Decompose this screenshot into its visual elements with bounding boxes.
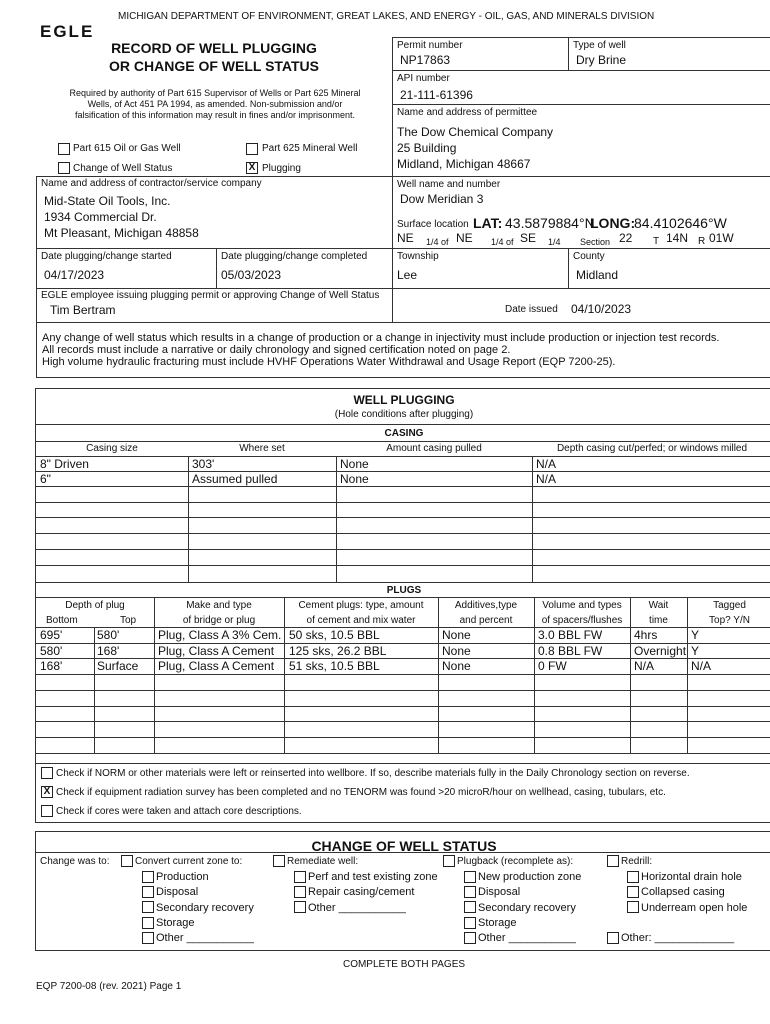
range-r-value: 01W bbox=[709, 231, 734, 245]
api-number-label: API number bbox=[397, 73, 450, 84]
casing-title: CASING bbox=[384, 428, 424, 439]
type-of-well-value: Dry Brine bbox=[576, 53, 627, 67]
redrill-other-checkbox[interactable] bbox=[607, 932, 619, 944]
date-issued-value: 04/10/2023 bbox=[571, 302, 632, 316]
plug-row1-tagged: Y bbox=[691, 628, 700, 642]
norm-label: Check if NORM or other materials were left or reinserted into wellbore. If so, describe materials fully in the Daily Chronology section on reverse. bbox=[56, 768, 690, 779]
quarter1-label: 1/4 of bbox=[426, 237, 449, 247]
plug-header-cement2: of cement and mix water bbox=[306, 615, 416, 626]
plugback-other-checkbox[interactable] bbox=[464, 932, 476, 944]
township-t-value: 14N bbox=[666, 231, 689, 245]
casing-row1-depth: N/A bbox=[536, 457, 557, 471]
contractor-line1: Mid-State Oil Tools, Inc. bbox=[44, 194, 171, 208]
well-name-value: Dow Meridian 3 bbox=[400, 192, 484, 206]
convert-secondary-checkbox[interactable] bbox=[142, 901, 154, 913]
norm-checkbox[interactable] bbox=[41, 767, 53, 779]
surface-location-label: Surface location bbox=[397, 219, 469, 230]
plug-row2-volume: 0.8 BBL FW bbox=[538, 644, 603, 658]
convert-disposal-label: Disposal bbox=[156, 886, 199, 898]
plug-row1-bottom: 695' bbox=[40, 628, 63, 642]
quarter2-label: 1/4 of bbox=[491, 237, 514, 247]
plug-header-additives2: and percent bbox=[459, 615, 513, 626]
redrill-underream-checkbox[interactable] bbox=[627, 901, 639, 913]
plug-row2-top: 168' bbox=[97, 644, 120, 658]
plugback-production-checkbox[interactable] bbox=[464, 871, 476, 883]
quarter3-label: 1/4 bbox=[548, 237, 561, 247]
long-value: 84.4102646°W bbox=[634, 215, 727, 231]
plug-row3-cement: 51 sks, 10.5 BBL bbox=[289, 659, 380, 673]
plug-row2-additives: None bbox=[442, 644, 471, 658]
plug-header-make2: of bridge or plug bbox=[182, 615, 256, 626]
remediate-repair-label: Repair casing/cement bbox=[308, 886, 415, 898]
plug-header-bottom: Bottom bbox=[46, 615, 78, 626]
plug-row1-additives: None bbox=[442, 628, 471, 642]
egle-logo: EGLE bbox=[40, 22, 95, 41]
form-title-line2: OR CHANGE OF WELL STATUS bbox=[109, 58, 319, 74]
complete-both-pages: COMPLETE BOTH PAGES bbox=[342, 959, 466, 970]
plugback-secondary-checkbox[interactable] bbox=[464, 901, 476, 913]
permittee-line3: Midland, Michigan 48667 bbox=[397, 157, 531, 171]
permittee-line2: 25 Building bbox=[397, 141, 457, 155]
county-label: County bbox=[573, 251, 605, 262]
plugback-disposal-checkbox[interactable] bbox=[464, 886, 476, 898]
casing-row1-size: 8" Driven bbox=[40, 457, 89, 471]
convert-storage-label: Storage bbox=[156, 917, 195, 929]
well-plugging-subtitle: (Hole conditions after plugging) bbox=[334, 409, 474, 420]
plug-header-volume2: of spacers/flushes bbox=[541, 615, 623, 626]
redrill-other-label: Other: _____________ bbox=[621, 932, 735, 944]
township-value: Lee bbox=[397, 268, 418, 282]
convert-production-label: Production bbox=[156, 871, 209, 883]
quarter2-value: NE bbox=[456, 231, 473, 245]
plugback-storage-checkbox[interactable] bbox=[464, 917, 476, 929]
plugs-title: PLUGS bbox=[386, 585, 422, 596]
plug-row2-cement: 125 sks, 26.2 BBL bbox=[289, 644, 387, 658]
casing-row1-amount: None bbox=[340, 457, 369, 471]
plug-row3-wait: N/A bbox=[634, 659, 655, 673]
casing-row2-where-set: Assumed pulled bbox=[192, 472, 278, 486]
remediate-other-checkbox[interactable] bbox=[294, 901, 306, 913]
plug-header-volume1: Volume and types bbox=[542, 600, 622, 611]
plug-header-depth: Depth of plug bbox=[65, 600, 125, 611]
plugback-storage-label: Storage bbox=[478, 917, 517, 929]
range-r-label: R bbox=[698, 236, 706, 247]
redrill-horizontal-label: Horizontal drain hole bbox=[641, 871, 742, 883]
permittee-label: Name and address of permittee bbox=[397, 107, 538, 118]
convert-production-checkbox[interactable] bbox=[142, 871, 154, 883]
casing-row2-size: 6" bbox=[40, 472, 51, 486]
notice-line1: Any change of well status which results in a change of production or a change in injectivity must include production or injection test records. bbox=[42, 332, 720, 344]
township-t-label: T bbox=[653, 236, 660, 247]
casing-header-amount-pulled: Amount casing pulled bbox=[386, 443, 482, 454]
radiation-label: Check if equipment radiation survey has been completed and no TENORM was found >20 microR/hour on wellhead, casing, tubulars, etc. bbox=[56, 787, 666, 798]
plugback-checkbox[interactable] bbox=[443, 855, 455, 867]
authority-line2: Wells, of Act 451 PA 1994, as amended. Non-submission and/or bbox=[87, 99, 343, 109]
casing-row2-depth: N/A bbox=[536, 472, 557, 486]
api-number-value: 21-111-61396 bbox=[400, 88, 473, 102]
lat-value: 43.5879884°N bbox=[505, 215, 595, 231]
convert-checkbox[interactable] bbox=[121, 855, 133, 867]
remediate-other-label: Other ___________ bbox=[308, 902, 406, 914]
date-started-value: 04/17/2023 bbox=[44, 268, 105, 282]
plugback-other-label: Other ___________ bbox=[478, 932, 576, 944]
remediate-label: Remediate well: bbox=[287, 856, 359, 867]
date-issued-label: Date issued bbox=[505, 304, 558, 315]
convert-other-checkbox[interactable] bbox=[142, 932, 154, 944]
casing-header-depth-cut: Depth casing cut/perfed; or windows milled bbox=[556, 443, 748, 454]
remediate-perf-checkbox[interactable] bbox=[294, 871, 306, 883]
part625-checkbox[interactable] bbox=[246, 143, 258, 155]
well-name-label: Well name and number bbox=[397, 179, 501, 190]
plugback-disposal-label: Disposal bbox=[478, 886, 521, 898]
date-completed-value: 05/03/2023 bbox=[221, 268, 282, 282]
notice-line2: All records must include a narrative or daily chronology and signed certification noted on page 2. bbox=[42, 344, 511, 356]
plug-row3-top: Surface bbox=[97, 659, 139, 673]
plug-row1-top: 580' bbox=[97, 628, 120, 642]
authority-line3: falsification of this information may result in fines and/or imprisonment. bbox=[74, 110, 356, 120]
section-value: 22 bbox=[619, 231, 633, 245]
contractor-label: Name and address of contractor/service company bbox=[41, 178, 262, 189]
redrill-collapsed-checkbox[interactable] bbox=[627, 886, 639, 898]
part625-label: Part 625 Mineral Well bbox=[262, 143, 358, 154]
cores-label: Check if cores were taken and attach core descriptions. bbox=[56, 806, 302, 817]
plug-header-tagged1: Tagged bbox=[713, 600, 746, 611]
plug-row2-make: Plug, Class A Cement bbox=[158, 644, 275, 658]
contractor-line3: Mt Pleasant, Michigan 48858 bbox=[44, 226, 199, 240]
plug-header-tagged2: Top? Y/N bbox=[709, 615, 750, 626]
redrill-underream-label: Underream open hole bbox=[641, 902, 748, 914]
redrill-label: Redrill: bbox=[621, 856, 653, 867]
plugging-label: Plugging bbox=[262, 163, 301, 174]
plug-row2-wait: Overnight bbox=[634, 644, 687, 658]
quarter3-value: SE bbox=[520, 231, 537, 245]
plugback-label: Plugback (recomplete as): bbox=[457, 856, 574, 867]
convert-label: Convert current zone to: bbox=[135, 856, 243, 867]
section-label: Section bbox=[580, 237, 611, 247]
part615-label: Part 615 Oil or Gas Well bbox=[73, 143, 181, 154]
egle-employee-label: EGLE employee issuing plugging permit or approving Change of Well Status bbox=[41, 290, 380, 301]
permittee-line1: The Dow Chemical Company bbox=[397, 125, 554, 139]
plug-row1-cement: 50 sks, 10.5 BBL bbox=[289, 628, 380, 642]
plug-header-wait1: Wait bbox=[648, 600, 669, 611]
plugback-production-label: New production zone bbox=[478, 871, 582, 883]
lat-label: LAT: bbox=[473, 215, 503, 231]
cores-checkbox[interactable] bbox=[41, 805, 53, 817]
form-id: EQP 7200-08 (rev. 2021) Page 1 bbox=[36, 981, 182, 992]
plug-row3-tagged: N/A bbox=[691, 659, 712, 673]
plug-row1-wait: 4hrs bbox=[634, 628, 658, 642]
date-completed-label: Date plugging/change completed bbox=[221, 251, 368, 262]
part615-checkbox[interactable] bbox=[58, 143, 70, 155]
redrill-checkbox[interactable] bbox=[607, 855, 619, 867]
form-title-line1: RECORD OF WELL PLUGGING bbox=[111, 40, 317, 56]
plug-header-top: Top bbox=[120, 615, 137, 626]
date-started-label: Date plugging/change started bbox=[41, 251, 172, 262]
plug-header-wait2: time bbox=[649, 615, 668, 626]
plug-row1-volume: 3.0 BBL FW bbox=[538, 628, 603, 642]
plug-row3-bottom: 168' bbox=[40, 659, 63, 673]
change-was-to-label: Change was to: bbox=[40, 856, 110, 867]
plug-row3-make: Plug, Class A Cement bbox=[158, 659, 275, 673]
plug-row1-make: Plug, Class A 3% Cem. bbox=[158, 628, 282, 642]
plug-row3-additives: None bbox=[442, 659, 471, 673]
convert-other-label: Other ___________ bbox=[156, 932, 254, 944]
type-of-well-label: Type of well bbox=[573, 40, 626, 51]
convert-disposal-checkbox[interactable] bbox=[142, 886, 154, 898]
redrill-horizontal-checkbox[interactable] bbox=[627, 871, 639, 883]
agency-name: MICHIGAN DEPARTMENT OF ENVIRONMENT, GREAT LAKES, AND ENERGY - OIL, GAS, AND MINERALS DIVISION bbox=[118, 11, 655, 22]
plug-header-cement1: Cement plugs: type, amount bbox=[298, 600, 424, 611]
well-plugging-title: WELL PLUGGING bbox=[353, 393, 455, 407]
redrill-collapsed-label: Collapsed casing bbox=[641, 886, 725, 898]
convert-storage-checkbox[interactable] bbox=[142, 917, 154, 929]
permit-number-label: Permit number bbox=[397, 40, 463, 51]
egle-employee-name: Tim Bertram bbox=[50, 303, 116, 317]
contractor-line2: 1934 Commercial Dr. bbox=[44, 210, 157, 224]
authority-line1: Required by authority of Part 615 Supervisor of Wells or Part 625 Mineral bbox=[69, 88, 361, 98]
plug-row2-bottom: 580' bbox=[40, 644, 63, 658]
casing-header-where-set: Where set bbox=[239, 443, 285, 454]
long-label: LONG: bbox=[590, 215, 636, 231]
casing-row1-where-set: 303' bbox=[192, 457, 215, 471]
county-value: Midland bbox=[576, 268, 619, 282]
plug-header-make1: Make and type bbox=[186, 600, 252, 611]
radiation-checkbox[interactable]: X bbox=[41, 786, 53, 798]
remediate-repair-checkbox[interactable] bbox=[294, 886, 306, 898]
township-label: Township bbox=[397, 251, 439, 262]
change-status-title: CHANGE OF WELL STATUS bbox=[311, 838, 497, 854]
plug-row3-volume: 0 FW bbox=[538, 659, 567, 673]
casing-header-size: Casing size bbox=[86, 443, 138, 454]
convert-secondary-label: Secondary recovery bbox=[156, 902, 254, 914]
permit-number-value: NP17863 bbox=[400, 53, 451, 67]
plug-row2-tagged: Y bbox=[691, 644, 700, 658]
change-status-checkbox[interactable] bbox=[58, 162, 70, 174]
plugback-secondary-label: Secondary recovery bbox=[478, 902, 576, 914]
remediate-perf-label: Perf and test existing zone bbox=[308, 871, 438, 883]
plugging-checkbox[interactable]: X bbox=[246, 162, 258, 174]
casing-row2-amount: None bbox=[340, 472, 369, 486]
plug-header-additives1: Additives,type bbox=[454, 600, 518, 611]
change-status-label: Change of Well Status bbox=[73, 163, 173, 174]
quarter1-value: NE bbox=[397, 231, 414, 245]
remediate-checkbox[interactable] bbox=[273, 855, 285, 867]
notice-line3: High volume hydraulic fracturing must include HVHF Operations Water Withdrawal and Usage Report (EQP 7200-25). bbox=[42, 356, 616, 368]
